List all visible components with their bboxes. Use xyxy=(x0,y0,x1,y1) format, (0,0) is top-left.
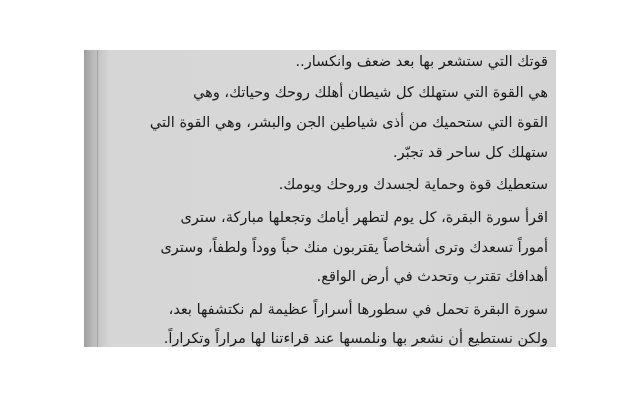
text-line-5: ستعطيك قوة وحماية لجسدك وروحك ويومك. xyxy=(278,177,548,193)
gutter-fold-line xyxy=(97,50,98,347)
book-page xyxy=(84,50,556,347)
text-line-4: ستهلك كل ساحر قد تجبّر. xyxy=(392,145,548,161)
book-gutter xyxy=(84,50,110,347)
text-line-9: سورة البقرة تحمل في سطورها أسراراً عظيمة لم نكتشفها بعد، xyxy=(168,302,548,318)
text-line-2: هي القوة التي ستهلك كل شيطان أهلك روحك وحياتك، وهي xyxy=(193,85,548,101)
text-line-7: أموراً تسعدك وترى أشخاصاً يقتربون منك حباً ووداً ولطفاً، وسترى xyxy=(160,240,548,256)
text-line-6: اقرأ سورة البقرة، كل يوم لتطهر أيامك وتجعلها مباركة، سترى xyxy=(180,210,548,226)
text-line-3: القوة التي ستحميك من أذى شياطين الجن والبشر، وهي القوة التي xyxy=(149,115,548,131)
text-line-1: قوتك التي ستشعر بها بعد ضعف وانكسار.. xyxy=(295,54,548,70)
text-line-8: أهدافك تقترب وتحدث في أرض الواقع. xyxy=(316,269,548,285)
text-line-10: ولكن نستطيع أن نشعر بها ونلمسها عند قراءتنا لها مراراً وتكراراً. xyxy=(163,331,548,347)
